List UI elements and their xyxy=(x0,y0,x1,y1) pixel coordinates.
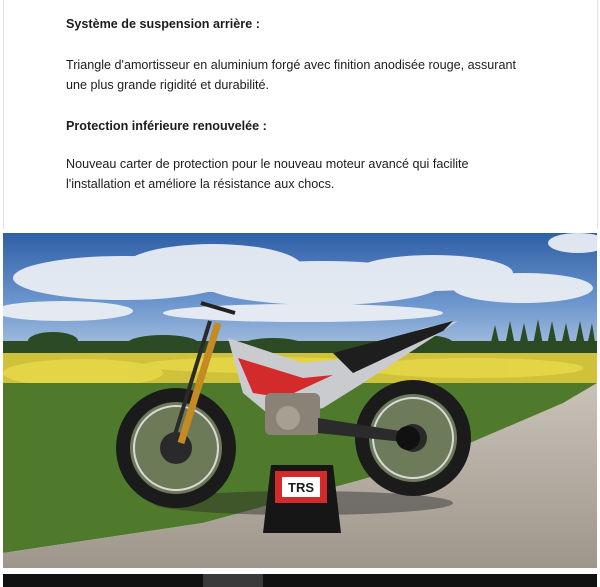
bike-stand xyxy=(263,465,341,533)
section-body-protection-line1: Nouveau carter de protection pour le nouveau moteur avancé qui facilite xyxy=(66,157,469,171)
text-card xyxy=(3,0,598,229)
section-body-protection-line2: l'installation et améliore la résistance aux chocs. xyxy=(66,177,335,191)
section-body-suspension-line2: une plus grande rigidité et durabilité. xyxy=(66,78,270,92)
motorcycle-photo xyxy=(3,233,597,568)
section-body-suspension-line1: Triangle d'amortisseur en aluminium forgé avec finition anodisée rouge, assurant xyxy=(66,58,516,72)
next-image-edge xyxy=(3,574,597,587)
stand-logo: TRS xyxy=(288,480,314,495)
section-heading-suspension: Système de suspension arrière : xyxy=(66,17,260,31)
section-heading-protection: Protection inférieure renouvelée : xyxy=(66,119,267,133)
